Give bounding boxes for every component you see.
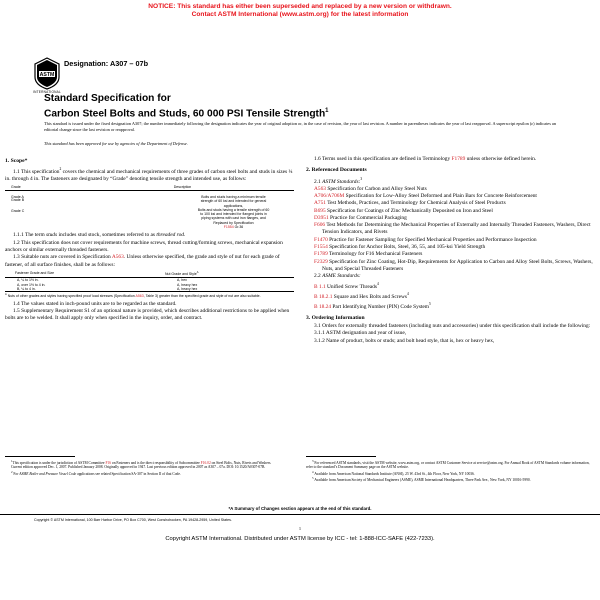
footnote-2: $^2$ For ASME Boiler and Pressure Vessel Code applications see related Specification SA-307 in Section II of that Code. [11, 469, 181, 476]
reference-code-link[interactable]: A563 [314, 185, 326, 192]
notice-line-2: Contact ASTM International (www.astm.org) for the latest information [191, 11, 409, 18]
ref-link[interactable]: F16.02 [200, 460, 211, 465]
para-3-1-1: 3.1.1 ASTM designation and year of issue, [314, 330, 407, 337]
footnote-1-edition: Current edition approved Dec. 1, 2007. Published January 2008. Originally approved in 1947. Last previous edition approved in 2007 as A307 – 07a. DOI: 10.1520/A0307-07B. [11, 465, 266, 470]
reference-item: B 18.2.1 Square and Hex Bolts and Screws$^4$ [314, 291, 409, 300]
reference-code-link[interactable]: B 18.24 [314, 303, 332, 310]
asme-standards-heading: 2.2 ASME Standards: [314, 273, 361, 280]
ref-link[interactable]: A563 [111, 254, 124, 261]
footer-rule [0, 514, 600, 515]
reference-item: B 1.1 Unified Screw Threads$^4$ [314, 281, 379, 290]
intro-paragraph: This standard is issued under the fixed designation A307; the number immediately following the designation indicates the year of original adoption or, in the case of revision, the year of last revision. A number in parentheses indicates the year of last reapproval. A superscript epsilon (ε) indicates an editorial change since the last revision or reapproval. [44, 121, 556, 132]
ordering-information-heading: 3. Ordering Information [306, 314, 365, 321]
para-1-4: 1.4 The values stated in inch-pound units are to be regarded as the standard. [13, 300, 177, 307]
reference-item: A706/A706M Specification for Low-Alloy Steel Deformed and Plain Bars for Concrete Reinforcement [314, 192, 537, 199]
nut-row: A, ¼ to 1½ in. A, hex [17, 278, 187, 283]
left-column [5, 156, 294, 323]
para-1-3: 1.3 Suitable nuts are covered in Specification A563. Unless otherwise specified, the grade and style of nut for each grade of fastener, of all surface finishes, shall be as follows: [5, 254, 280, 268]
footnote-3: $^3$ For referenced ASTM standards, visit the ASTM website, www.astm.org, or contact ASTM Customer Service at service@astm.org. For Annual Book of ASTM Standards volume information, refer to the standard’s Document Summary page on the ASTM website. [306, 458, 590, 470]
asme-references-list [306, 281, 595, 311]
para-3-1-2: 3.1.2 Name of product, bolts or studs; and bolt head style, that is, hex or heavy hex, [314, 337, 495, 344]
logo-letters: ASTM [39, 72, 55, 78]
astm-standards-heading: 2.1 ASTM Standards:$^3$ [314, 176, 363, 185]
para-1-2: 1.2 This specification does not cover requirements for machine screws, thread cutting/forming screws, mechanical expansion anchors or similar externally threaded fasteners. [5, 239, 283, 253]
para-3-1: 3.1 Orders for externally threaded fasteners (including nuts and accessories) under this specification shall include the following: [314, 323, 591, 330]
ref-link[interactable]: F16 [105, 460, 112, 465]
right-column [306, 156, 595, 345]
logo-word: INTERNATIONAL [33, 90, 61, 94]
reference-code-link[interactable]: F2329 [314, 258, 328, 265]
designation: Designation: A307 – 07b [64, 59, 149, 68]
nut-table-note: $^A$ Nuts of other grades and styles having specified proof load stresses (Specification A563, Table 3) greater than the specified grade and style of nut are also suitable. [5, 293, 261, 299]
reference-code-link[interactable]: F1554 [314, 244, 328, 251]
reference-code-link[interactable]: A706/A706M [314, 192, 345, 199]
ref-link[interactable]: F1554 [223, 225, 234, 230]
footnote-1: $^1$This specification is under the jurisdiction of ASTM Committee F16 on Fasteners and is the direct responsibility of Subcommittee F16.02 on Steel Bolts, Nuts, Rivets and Washers. [11, 458, 272, 465]
grade-row: Grade B Bolts and studs having a tensile strength of 60 to 100 ksi and intended for flanged joints in piping systems with cast iron flanges, and [11, 197, 270, 221]
footnote-rule [306, 456, 376, 457]
right-footnotes [306, 456, 595, 483]
reference-code-link[interactable]: B 18.2.1 [314, 293, 333, 300]
superseded-notice [0, 3, 600, 19]
grade-table: Grade Description Grade A Bolts and studs having a minimum tensile strength of 60 ksi and intended for general applications, Grade B Bolts and studs having a tensile strength of 60 to 100 ksi and intended for flanged joints in piping systems with cast iron flanges, and Grade C Replaced by Specification F1554 Gr.36 [5, 185, 294, 230]
reference-code-link[interactable]: B695 [314, 207, 326, 214]
document-title [44, 93, 564, 121]
reference-item: D3951 Practice for Commercial Packaging [314, 214, 407, 221]
reference-item: F1789 Terminology for F16 Mechanical Fasteners [314, 251, 423, 258]
page-number: 1 [298, 526, 302, 531]
ref-link[interactable]: A563 [135, 294, 144, 299]
astm-logo-icon [34, 57, 60, 90]
summary-of-changes-note: *A Summary of Changes section appears at the end of this standard. [228, 506, 372, 511]
ref-link[interactable]: F1789 [451, 156, 466, 162]
para-1-1-1: 1.1.1 The term studs includes stud stock, sometimes referred to as threaded rod. [13, 232, 186, 239]
reference-item: B 18.24 Part Identifying Number (PIN) Code System$^5$ [314, 301, 431, 310]
reference-item: A563 Specification for Carbon and Alloy Steel Nuts [314, 185, 427, 192]
grade-row: Grade A Bolts and studs having a minimum tensile strength of 60 ksi and intended for general applications, [11, 194, 267, 208]
notice-line-1: NOTICE: This standard has either been superseded and replaced by a new version or withdrawn. [148, 3, 452, 10]
scope-heading: 1. Scope* [5, 158, 28, 164]
para-1-6: 1.6 Terms used in this specification are defined in Terminology F1789 unless otherwise defined herein. [314, 156, 537, 162]
reference-code-link[interactable]: F606 [314, 222, 326, 229]
copyright-line: Copyright © ASTM International, 100 Barr Harbor Drive, PO Box C700, West Conshohocken, PA 19428-2959, United States. [34, 518, 232, 522]
title-line-2: Carbon Steel Bolts and Studs, 60 000 PSI Tensile Strength$^1$ [44, 108, 329, 120]
reference-code-link[interactable]: D3951 [314, 214, 329, 221]
reference-code-link[interactable]: F1470 [314, 236, 328, 243]
reference-item: F2329 Specification for Zinc Coating, Hot-Dip, Requirements for Application to Carbon and Alloy Steel Bolts, Screws, Washers, Nuts, and Special Threaded Fasteners [314, 258, 593, 272]
dod-approval-note: This standard has been approved for use by agencies of the Department of Defense. [44, 141, 188, 146]
nut-row: B, ¼ to 4 in. A, heavy hex [5, 287, 294, 292]
grade-row: Grade C Replaced by Specification F1554 Gr.36 [11, 208, 254, 230]
reference-code-link[interactable]: F1789 [314, 251, 328, 258]
title-line-1: Standard Specification for [44, 93, 171, 104]
reference-item: F1554 Specification for Anchor Bolts, Steel, 36, 55, and 105-ksi Yield Strength [314, 244, 486, 251]
reference-item: F606 Test Methods for Determining the Mechanical Properties of Externally and Internally Threaded Fasteners, Washers, Direct Tension Indicators, and Rivets [314, 222, 591, 236]
footnote-5: $^5$ Available from American Society of Mechanical Engineers (ASME), ASME International Headquarters, Three Park Ave., New York, NY 10016-5990. [312, 476, 531, 483]
astm-references-list [306, 186, 595, 274]
para-1-1: 1.1 This specification$^2$ covers the chemical and mechanical requirements of three grades of carbon steel bolts and studs in sizes ¼ in. through 4 in. The fasteners are designated by “Grade” denoting tensile strength and intended use, as follows: [5, 167, 293, 183]
reference-item: A751 Test Methods, Practices, and Terminology for Chemical Analysis of Steel Products [314, 200, 506, 207]
footnote-rule [5, 456, 75, 457]
reference-code-link[interactable]: A751 [314, 200, 326, 207]
referenced-documents-heading: 2. Referenced Documents [306, 167, 367, 174]
reference-item: B695 Specification for Coatings of Zinc Mechanically Deposited on Iron and Steel [314, 207, 493, 214]
license-line: Copyright ASTM International. Distributed under ASTM license by ICC - tel: 1-888-ICC-SAFE (422-7233). [165, 536, 435, 542]
nut-row: A, over 1½ to 4 in. A, heavy hex [17, 282, 198, 287]
reference-code-link[interactable]: B 1.1 [314, 283, 326, 290]
reference-item: F1470 Practice for Fastener Sampling for Specified Mechanical Properties and Performance Inspection [314, 236, 537, 243]
footnote-4: $^4$ Available from American National Standards Institute (ANSI), 25 W. 43rd St., 4th Floor, New York, NY 10036. [312, 469, 475, 476]
left-footnotes [5, 456, 294, 476]
nut-table: Fastener Grade and Size Nut Grade and Style$^A$ A, ¼ to 1½ in. A, hex A, over 1½ to 4 in. A, heavy hex B, ¼ to 4 in. A, heavy hex $^A$ Nuts of other grades and styles having specified proof load stresses (Specification A563, Table 3) greater than the specified grade and style of nut are also suitable. [5, 271, 294, 299]
para-1-5: 1.5 Supplementary Requirement S1 of an optional nature is provided, which describes additional restrictions to be applied when bolts are to be welded. It shall apply only when specified in the inquiry, order, and contract. [5, 307, 290, 322]
